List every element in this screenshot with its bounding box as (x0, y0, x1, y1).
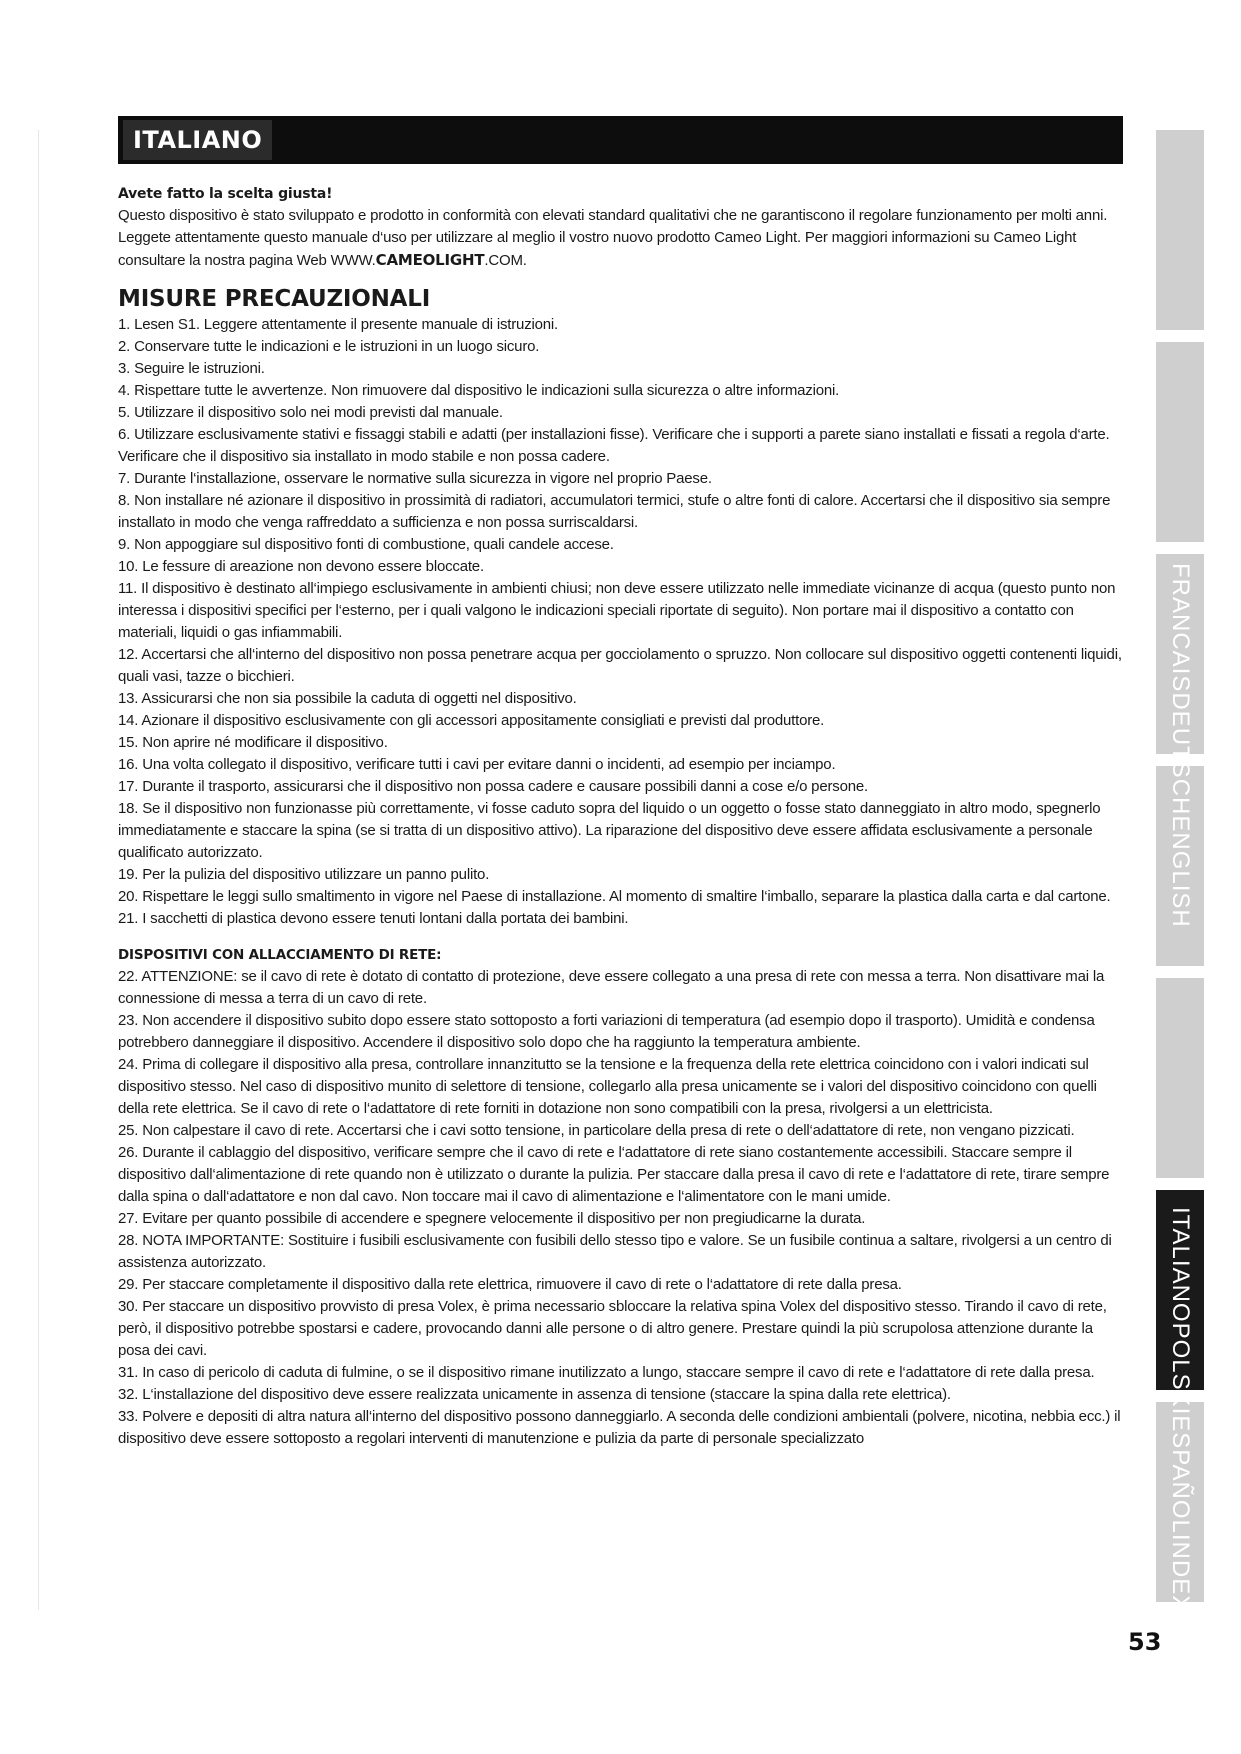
list-item: 13. Assicurarsi che non sia possibile la caduta di oggetti nel dispositivo. (118, 690, 577, 707)
list-item: 30. Per staccare un dispositivo provvisto di presa Volex, è prima necessario sbloccare la relativa spina Volex del dispositivo stesso. Tirando il cavo di rete, però, il dispositivo potrebbe spostarsi e cadere, provocando danni alle persone o di altro genere. Prestare quindi la più scrupolosa attenzione durante la posa dei cavi. (118, 1298, 1107, 1359)
intro-paragraph (118, 205, 1128, 272)
list-item: 22. ATTENZIONE: se il cavo di rete è dotato di contatto di protezione, deve essere collegato a una presa di rete con messa a terra. Non disattivare mai la connessione di messa a terra di un cavo di rete. (118, 968, 1105, 1007)
page-content (118, 183, 1128, 1450)
list-item: 18. Se il dispositivo non funzionasse più correttamente, vi fosse caduto sopra del liquido o un oggetto o fosse stato danneggiato in altro modo, spegnerlo immediatamente e staccare la spina (se si tratta di un dispositivo attivo). La riparazione del dispositivo deve essere affidata esclusivamente a personale qualificato autorizzato. (118, 800, 1101, 861)
list-item: 9. Non appoggiare sul dispositivo fonti di combustione, quali candele accese. (118, 536, 614, 553)
list-item: 11. Il dispositivo è destinato all‘impiego esclusivamente in ambienti chiusi; non deve essere utilizzato nelle immediate vicinanze di acqua (questo punto non interessa i dispositivi specifici per l‘esterno, per i quali valgono le indicazioni speciali riportate di seguito). Non portare mai il dispositivo a contatto con materiali, liquidi o gas infiammabili. (118, 580, 1116, 641)
side-tabs-label-group-1: FRANCAISDEUTSCHENGLISH (1167, 562, 1194, 928)
list-item: 1. Lesen S1. Leggere attentamente il presente manuale di istruzioni. (118, 316, 559, 333)
safety-list (118, 314, 1128, 930)
list-item: 7. Durante l‘installazione, osservare le normative sulla sicurezza in vigore nel proprio Paese. (118, 470, 712, 487)
list-item: 5. Utilizzare il dispositivo solo nei modi previsti dal manuale. (118, 404, 503, 421)
language-header-label: ITALIANO (123, 120, 272, 160)
list-item: 26. Durante il cablaggio del dispositivo, verificare sempre che il cavo di rete e l‘adattatore di rete siano costantemente accessibili. Staccare sempre il dispositivo dall‘alimentazione di rete quando non è utilizzato o durante la pulizia. Per staccare dalla presa il cavo di rete e l‘adattatore di rete, tirare sempre dalla spina o dall‘adattatore e non dal cavo. Non toccare mai il cavo di alimentazione e l‘alimentatore con le mani umide. (118, 1144, 1110, 1205)
list-item: 6. Utilizzare esclusivamente stativi e fissaggi stabili e adatti (per installazioni fisse). Verificare che i supporti a parete siano installati e fissati a regola d‘arte. Verificare che il dispositivo sia installato in modo stabile e non possa cadere. (118, 426, 1110, 465)
page-number: 53 (1128, 1628, 1162, 1656)
list-item: 21. I sacchetti di plastica devono essere tenuti lontani dalla portata dei bambini. (118, 910, 629, 927)
list-item: 29. Per staccare completamente il dispositivo dalla rete elettrica, rimuovere il cavo di rete o l‘adattatore di rete dalla presa. (118, 1276, 902, 1293)
list-item: 24. Prima di collegare il dispositivo alla presa, controllare innanzitutto se la tensione e la frequenza della rete elettrica coincidono con i valori indicati sul dispositivo stesso. Nel caso di dispositivo munito di selettore di tensione, collegarlo alla presa unicamente se i valori del dispositivo coincidono con quelli della rete elettrica. Se il cavo di rete o l‘adattatore di rete forniti in dotazione non sono compatibili con la presa, rivolgersi a un elettricista. (118, 1056, 1097, 1117)
section-title: MISURE PRECAUZIONALI (118, 286, 431, 312)
list-item: 23. Non accendere il dispositivo subito dopo essere stato sottoposto a forti variazioni di temperatura (ad esempio dopo il trasporto). Umidità e condensa potrebbero danneggiare il dispositivo. Accendere il dispositivo solo dopo che ha raggiunto la temperatura ambiente. (118, 1012, 1095, 1051)
list-item: 20. Rispettare le leggi sullo smaltimento in vigore nel Paese di installazione. Al momento di smaltire l‘imballo, separare la plastica dalla carta e dal cartone. (118, 888, 1111, 905)
list-item: 19. Per la pulizia del dispositivo utilizzare un panno pulito. (118, 866, 490, 883)
side-tabs-label-group-2: ITALIANOPOLSKIESPAÑOLINDEX (1167, 1207, 1194, 1613)
subsection-title: DISPOSITIVI CON ALLACCIAMENTO DI RETE: (118, 947, 442, 963)
list-item: 4. Rispettare tutte le avvertenze. Non rimuovere dal dispositivo le indicazioni sulla sicurezza o altre informazioni. (118, 382, 840, 399)
list-item: 16. Una volta collegato il dispositivo, verificare tutti i cavi per evitare danni o incidenti, ad esempio per inciampo. (118, 756, 836, 773)
list-item: 10. Le fessure di areazione non devono essere bloccate. (118, 558, 484, 575)
intro-heading: Avete fatto la scelta giusta! (118, 186, 333, 202)
list-item: 12. Accertarsi che all‘interno del dispositivo non possa penetrare acqua per gocciolamento o spruzzo. Non collocare sul dispositivo oggetti contenenti liquidi, quali vasi, tazze o bicchieri. (118, 646, 1122, 685)
list-item: 15. Non aprire né modificare il dispositivo. (118, 734, 388, 751)
mains-list (118, 966, 1128, 1450)
list-item: 14. Azionare il dispositivo esclusivamente con gli accessori appositamente consigliati e previsti dal produttore. (118, 712, 825, 729)
list-item: 33. Polvere e depositi di altra natura all‘interno del dispositivo possono danneggiarlo. A seconda delle condizioni ambientali (polvere, nicotina, nebbia ecc.) il dispositivo deve essere sottoposto a regolari interventi di manutenzione e pulizia da parte di personale specializzato (118, 1408, 1121, 1447)
intro-text: Questo dispositivo è stato sviluppato e prodotto in conformità con elevati standard qualitativi che ne garantiscono il regolare funzionamento per molti anni. Leggete attentamente questo manuale d‘uso per utilizzare al meglio il vostro nuovo prodotto Cameo Light. Per maggiori informazioni su Cameo Light consultare la nostra pagina Web WWW. (118, 207, 1108, 269)
list-item: 17. Durante il trasporto, assicurarsi che il dispositivo non possa cadere e causare possibili danni a cose e/o persone. (118, 778, 868, 795)
website-suffix: .COM. (484, 252, 527, 269)
list-item: 27. Evitare per quanto possibile di accendere e spegnere velocemente il dispositivo per non pregiudicarne la durata. (118, 1210, 866, 1227)
list-item: 28. NOTA IMPORTANTE: Sostituire i fusibili esclusivamente con fusibili dello stesso tipo e valore. Se un fusibile continua a saltare, rivolgersi a un centro di assistenza autorizzato. (118, 1232, 1112, 1271)
list-item: 25. Non calpestare il cavo di rete. Accertarsi che i cavi sotto tensione, in particolare della presa di rete o dell‘adattatore di rete, non vengano pizzicati. (118, 1122, 1075, 1139)
list-item: 2. Conservare tutte le indicazioni e le istruzioni in un luogo sicuro. (118, 338, 540, 355)
list-item: 3. Seguire le istruzioni. (118, 360, 265, 377)
list-item: 32. L‘installazione del dispositivo deve essere realizzata unicamente in assenza di tensione (staccare la spina dalla rete elettrica). (118, 1386, 951, 1403)
side-tab-2[interactable] (1156, 342, 1204, 542)
list-item: 8. Non installare né azionare il dispositivo in prossimità di radiatori, accumulatori termici, stufe o altre fonti di calore. Accertarsi che il dispositivo sia sempre installato in modo che venga raffreddato a sufficienza e non possa surriscaldarsi. (118, 492, 1111, 531)
website-brand: CAMEOLIGHT (375, 251, 485, 269)
list-item: 31. In caso di pericolo di caduta di fulmine, o se il dispositivo rimane inutilizzato a lungo, staccare sempre il cavo di rete e l‘adattatore di rete dalla presa. (118, 1364, 1095, 1381)
page-margin-line (38, 130, 39, 1610)
side-tab-5[interactable] (1156, 978, 1204, 1178)
side-tab-1[interactable] (1156, 130, 1204, 330)
